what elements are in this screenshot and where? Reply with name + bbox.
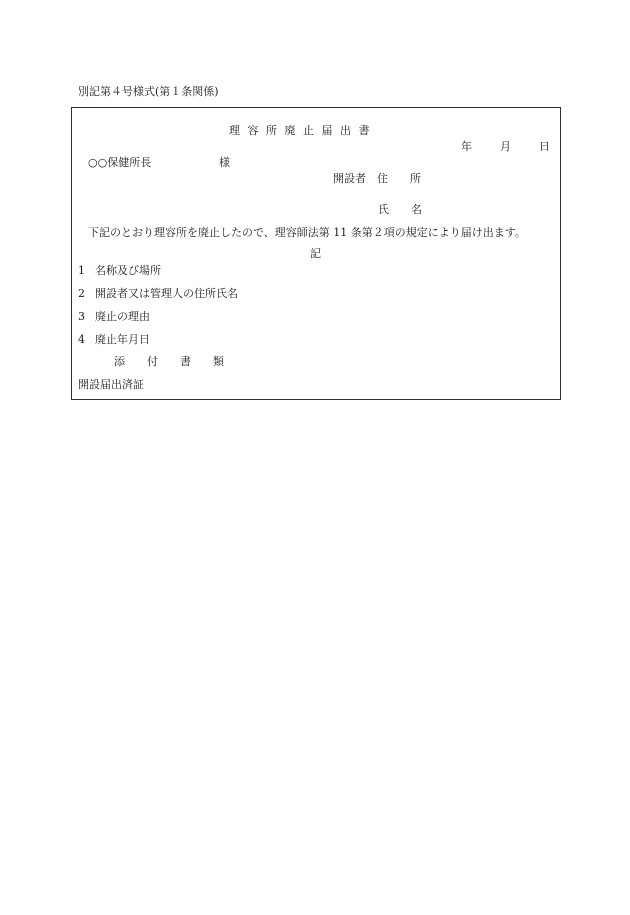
form-title: 理 容 所 廃 止 届 出 書 [229,124,372,137]
item-number: 2 [78,287,85,300]
item-label: 開設者又は管理人の住所氏名 [95,287,238,300]
item-label: 名称及び場所 [95,264,161,277]
applicant-name-label: 氏 名 [378,203,422,216]
addressee-honorific: 様 [219,156,230,169]
item-number: 4 [78,333,85,346]
item-number: 3 [78,310,85,323]
applicant-address-label: 開設者 住 所 [333,172,421,185]
attachments-heading: 添 付 書 類 [114,355,224,368]
item-number: 1 [78,264,85,277]
addressee-name: ○○保健所長 [88,156,152,169]
list-item [78,334,150,345]
item-label: 廃止年月日 [95,333,150,346]
form-reference-label: 別記第４号様式(第１条関係) [78,85,219,98]
date-line: 年 月 日 [461,140,552,153]
item-label: 廃止の理由 [95,310,150,323]
list-item [78,288,238,299]
attachment-item: 開設届出済証 [78,378,144,391]
list-item [78,311,150,322]
list-item [78,265,161,276]
statement-text: 下記のとおり理容所を廃止したので、理容師法第 11 条第２項の規定により届け出ます。 [88,226,526,239]
ki-marker: 記 [310,247,321,260]
